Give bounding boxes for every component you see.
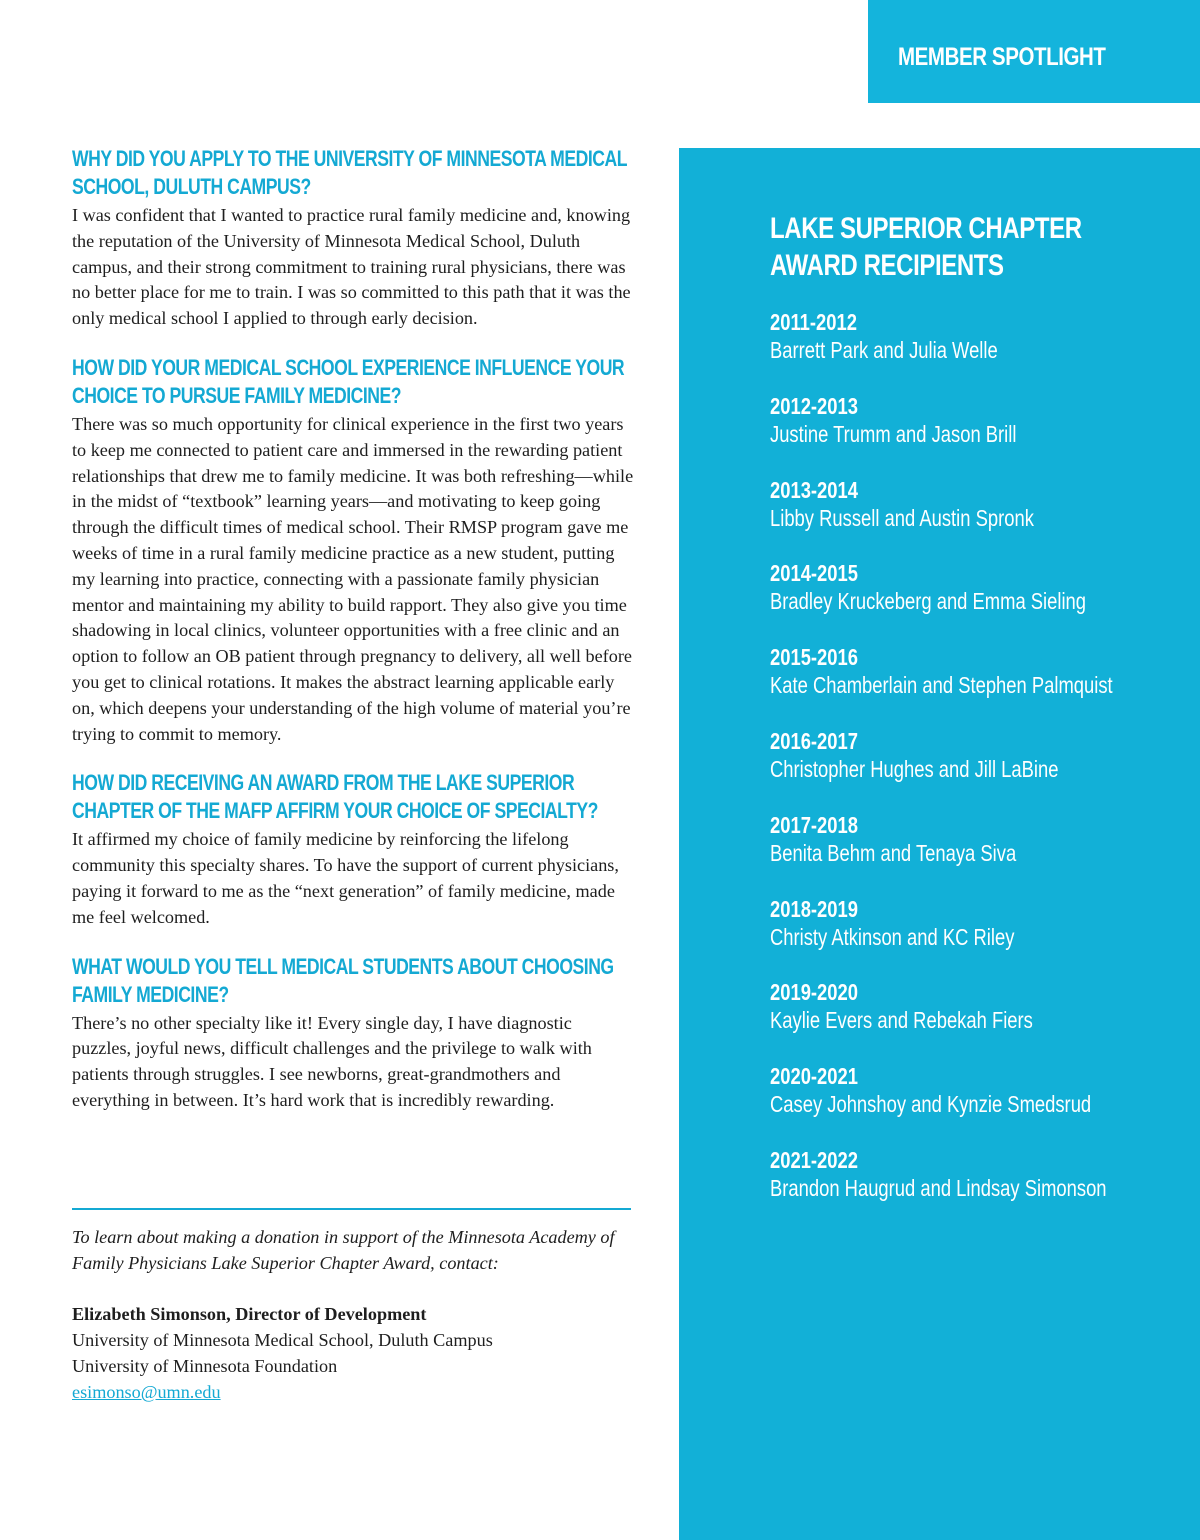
answer-paragraph: There was so much opportunity for clinical experience in the first two years to keep me connected to patient care and immersed in the rewarding patient relationships that drew me to family medicine. It was both refreshing—while in the midst of “textbook” learning years—and motivating to keep going through the difficult times of medical school. Their RMSP program gave me weeks of time in a rural family medicine practice as a new student, putting my learning into practice, connecting with a passionate family physician mentor and maintaining my ability to build rapport. They also give you time shadowing in local clinics, volunteer opportunities with a free clinic and an option to follow an OB patient through pregnancy to delivery, all well before you get to clinical rotations. It makes the abstract learning applicable early on, which deepens your understanding of the high volume of material you’re trying to commit to memory. xyxy=(72,413,634,744)
sidebar-title-line: LAKE SUPERIOR CHAPTER xyxy=(770,212,1082,245)
recipient-entry xyxy=(770,1062,1190,1146)
recipient-names: Kaylie Evers and Rebekah Fiers xyxy=(770,1007,1033,1034)
recipient-names: Justine Trumm and Jason Brill xyxy=(770,420,1017,447)
contact-email-link[interactable]: esimonso@umn.edu xyxy=(72,1381,221,1402)
recipient-entry xyxy=(770,727,1190,811)
recipient-names: Libby Russell and Austin Spronk xyxy=(770,504,1034,531)
recipient-names: Barrett Park and Julia Welle xyxy=(770,337,998,363)
sidebar-title xyxy=(770,210,1106,284)
contact-org-line: University of Minnesota Medical School, Duluth Campus xyxy=(72,1330,493,1351)
donation-info xyxy=(72,1225,642,1406)
qa-block xyxy=(72,354,634,747)
recipient-entry xyxy=(770,392,1190,476)
recipient-names: Benita Behm and Tenaya Siva xyxy=(770,839,1017,866)
answer-paragraph: There’s no other specialty like it! Every single day, I have diagnostic puzzles, joyful news, difficult challenges and the privilege to walk with patients through struggles. I see newborns, great-grandmothers and everything in between. It’s hard work that is incredibly rewarding. xyxy=(72,1012,592,1110)
recipient-entry xyxy=(770,476,1190,560)
qa-block xyxy=(72,769,634,930)
recipient-names: Christy Atkinson and KC Riley xyxy=(770,923,1015,950)
recipient-entry xyxy=(770,559,1190,643)
recipient-year: 2020-2021 xyxy=(770,1063,858,1090)
recipient-year: 2015-2016 xyxy=(770,644,858,671)
question-heading: HOW DID YOUR MEDICAL SCHOOL EXPERIENCE INFLUENCE YOUR CHOICE TO PURSUE FAMILY MEDICINE? xyxy=(72,354,625,408)
recipient-entry xyxy=(770,643,1190,727)
sidebar-title-line: AWARD RECIPIENTS xyxy=(770,249,1004,282)
recipient-names: Brandon Haugrud and Lindsay Simonson xyxy=(770,1174,1107,1201)
main-column xyxy=(72,145,634,1136)
donation-note: To learn about making a donation in support of the Minnesota Academy of Family Physicians Lake Superior Chapter Award, contact: xyxy=(72,1227,615,1273)
recipient-year: 2011-2012 xyxy=(770,309,857,335)
contact-org-line: University of Minnesota Foundation xyxy=(72,1355,338,1376)
recipient-year: 2014-2015 xyxy=(770,560,858,587)
section-divider xyxy=(72,1208,631,1210)
award-recipients-sidebar xyxy=(679,148,1200,1540)
recipient-year: 2013-2014 xyxy=(770,476,858,503)
answer-paragraph: It affirmed my choice of family medicine by reinforcing the lifelong community this specialty shares. To have the support of current physicians, paying it forward to me as the “next generation” of family medicine, made me feel welcomed. xyxy=(72,829,619,927)
recipient-entry xyxy=(770,811,1190,895)
recipient-year: 2018-2019 xyxy=(770,895,858,922)
section-label: MEMBER SPOTLIGHT xyxy=(898,43,1106,71)
recipient-entry xyxy=(770,895,1190,979)
recipient-entry xyxy=(770,978,1190,1062)
recipient-entry xyxy=(770,1146,1190,1230)
question-heading: HOW DID RECEIVING AN AWARD FROM THE LAKE SUPERIOR CHAPTER OF THE MAFP AFFIRM YOUR CHOICE OF SPECIALTY? xyxy=(72,770,598,824)
recipient-year: 2017-2018 xyxy=(770,811,858,838)
recipient-year: 2019-2020 xyxy=(770,979,858,1006)
recipient-year: 2012-2013 xyxy=(770,392,858,419)
qa-block xyxy=(72,145,634,332)
recipient-year: 2021-2022 xyxy=(770,1146,858,1173)
member-spotlight-tab xyxy=(868,0,1200,103)
recipient-year: 2016-2017 xyxy=(770,727,858,754)
answer-paragraph: I was confident that I wanted to practice rural family medicine and, knowing the reputation of the University of Minnesota Medical School, Duluth campus, and their strong commitment to training rural physicians, there was no better place for me to train. I was so committed to this path that it was the only medical school I applied to through early decision. xyxy=(72,205,631,329)
contact-name: Elizabeth Simonson, Director of Development xyxy=(72,1304,427,1325)
recipient-names: Kate Chamberlain and Stephen Palmquist xyxy=(770,672,1113,699)
qa-block xyxy=(72,953,634,1114)
recipient-names: Bradley Kruckeberg and Emma Sieling xyxy=(770,588,1087,615)
recipient-entry xyxy=(770,308,1190,392)
question-heading: WHY DID YOU APPLY TO THE UNIVERSITY OF MINNESOTA MEDICAL SCHOOL, DULUTH CAMPUS? xyxy=(72,146,627,199)
recipient-names: Christopher Hughes and Jill LaBine xyxy=(770,755,1059,782)
recipient-names: Casey Johnshoy and Kynzie Smedsrud xyxy=(770,1091,1092,1118)
question-heading: WHAT WOULD YOU TELL MEDICAL STUDENTS ABOUT CHOOSING FAMILY MEDICINE? xyxy=(72,953,614,1007)
recipient-list xyxy=(770,308,1190,1230)
